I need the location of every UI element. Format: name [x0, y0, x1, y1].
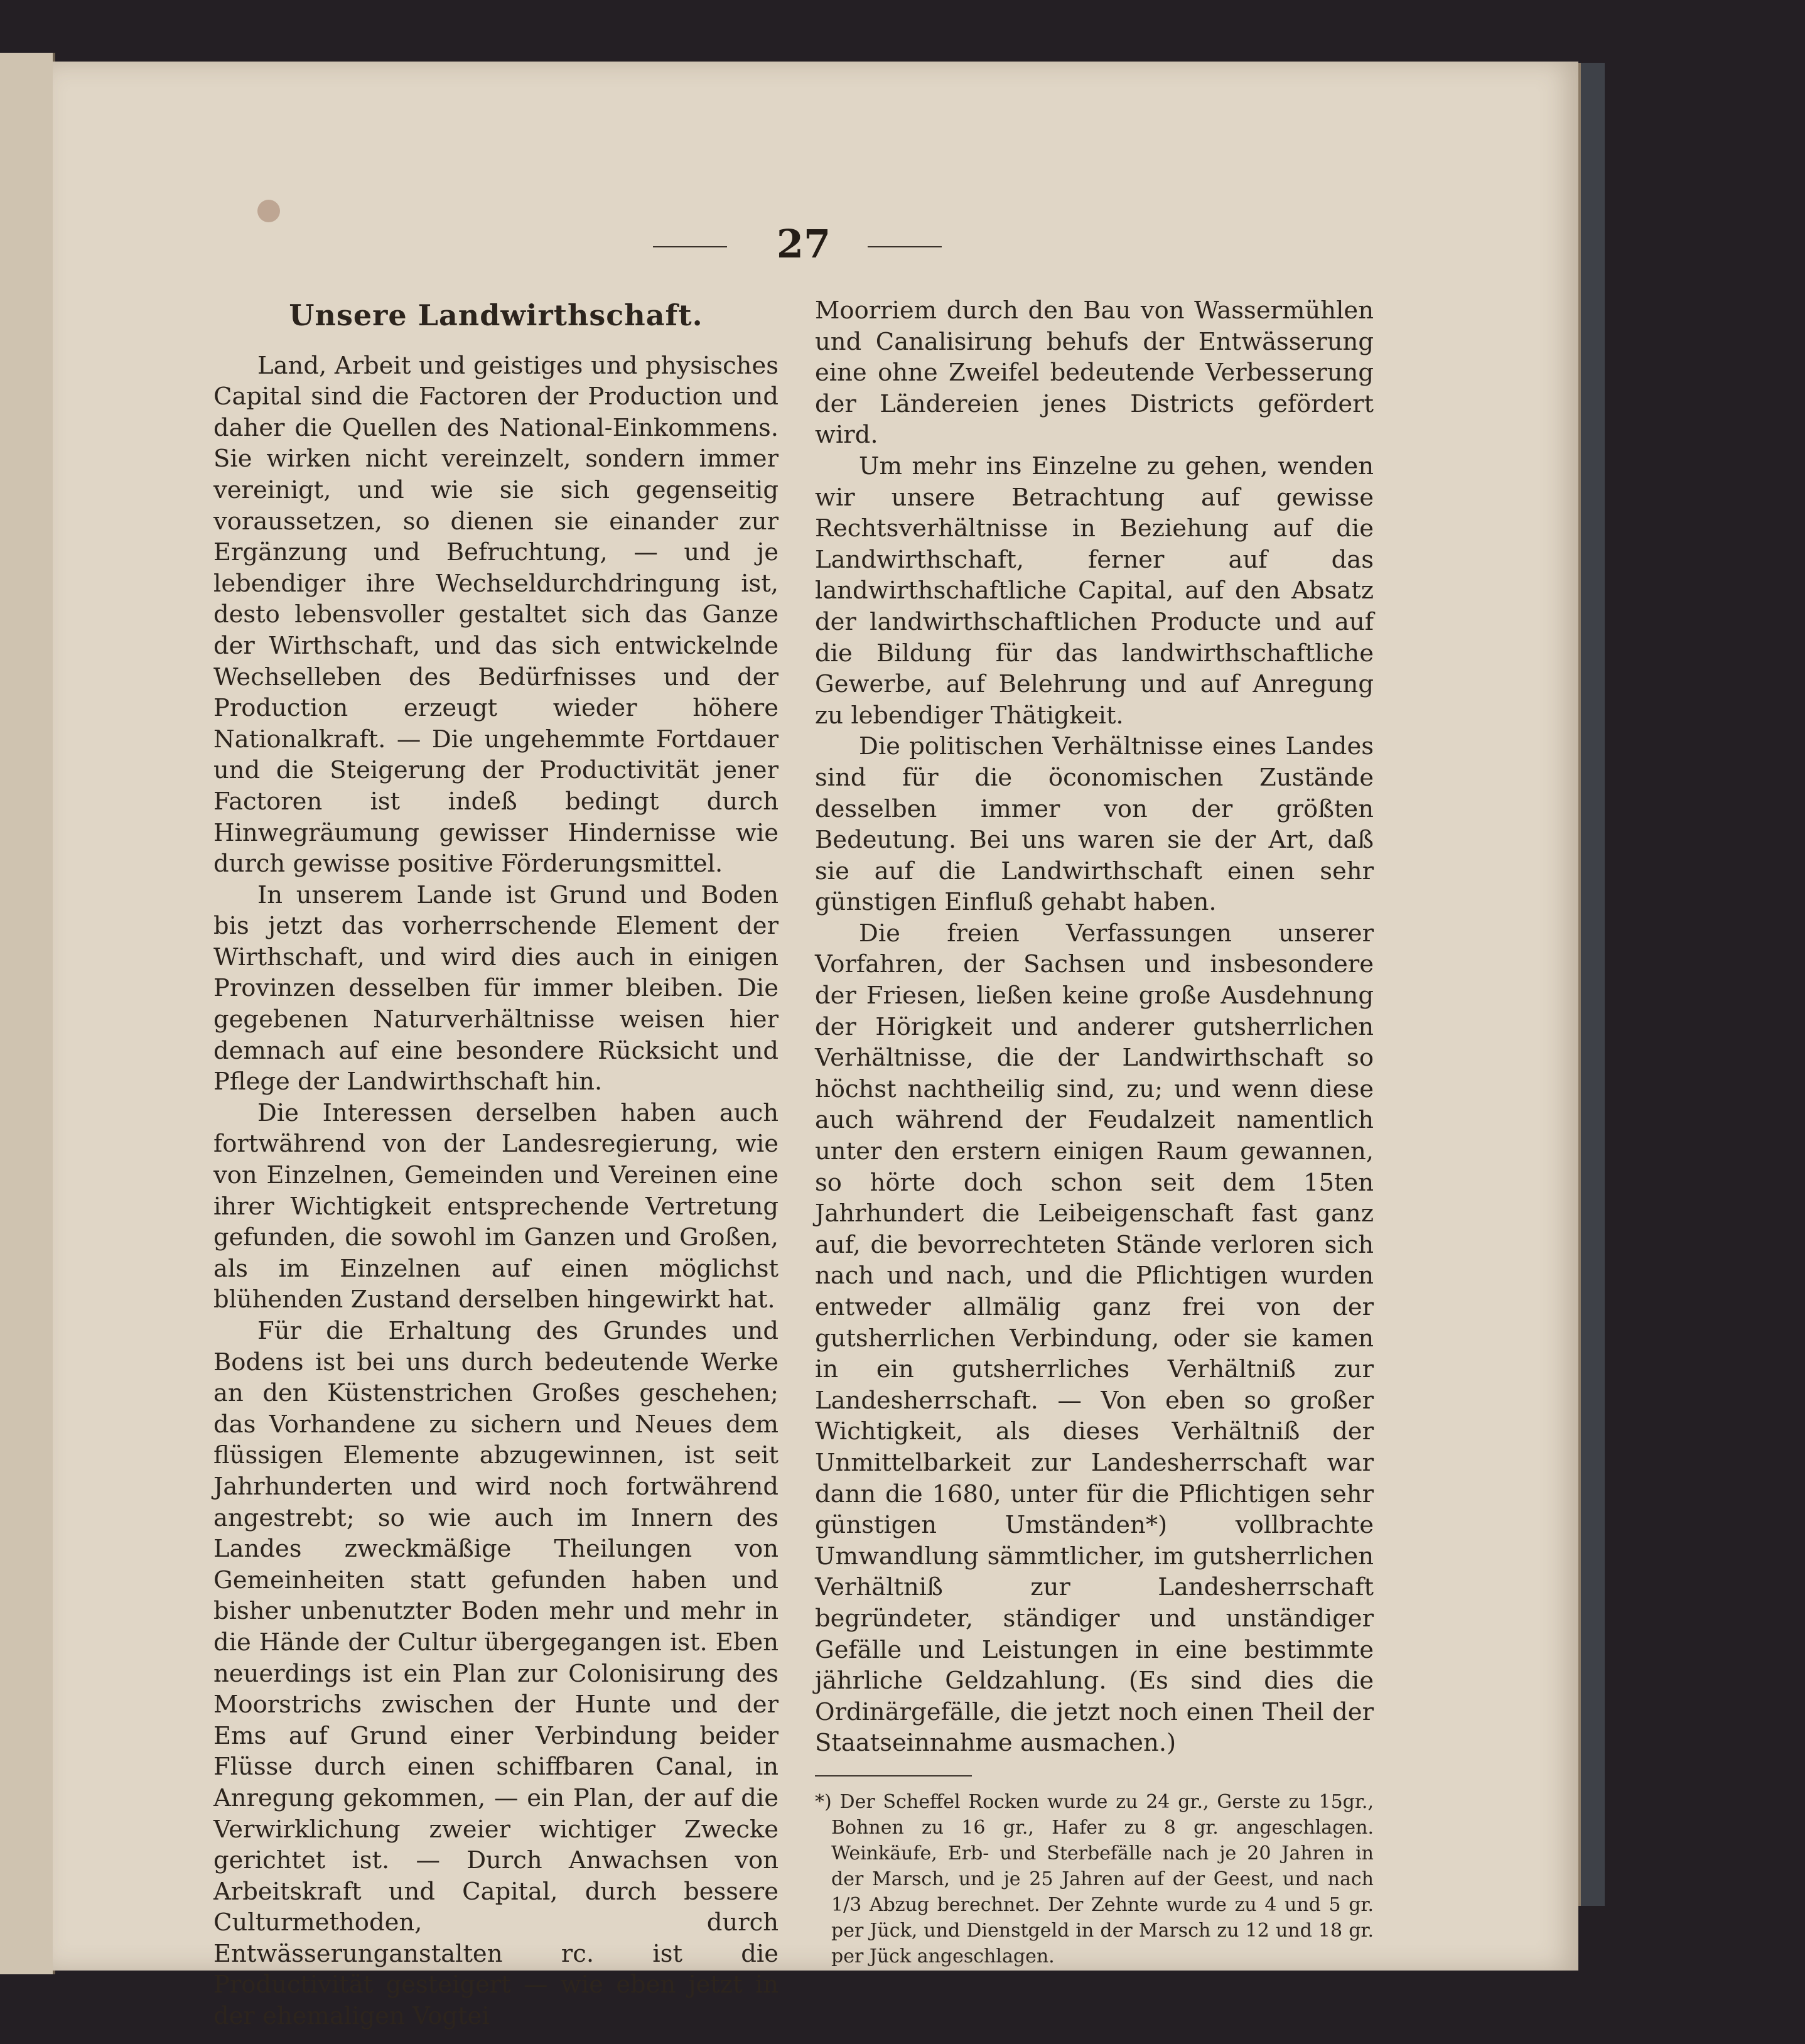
paragraph: Land, Arbeit und geistiges und physisches Capital sind die Factoren der Production und daher die Quellen des National-Einkommens. Sie wirken nicht vereinzelt, sondern immer vereinigt, und wie sie sich gegenseitig voraussetzen, so dienen sie einander zur Ergänzung und Befruchtung, — und je lebendiger ihre Wechseldurchdringung ist, desto lebensvoller gestaltet sich das Ganze der Wirthschaft, und das sich entwickelnde Wechselleben des Bedürfnisses und der Production erzeugt wieder höhere Nationalkraft. — Die ungehemmte Fortdauer und die Steigerung der Productivität jener Factoren ist indeß bedingt durch Hinwegräumung gewisser Hindernisse wie durch gewisse positive Förderungsmittel.: [213, 351, 779, 879]
paragraph: Für die Erhaltung des Grundes und Bodens ist bei uns durch bedeutende Werke an den Küstenstrichen Großes geschehen; das Vorhandene zu sichern und Neues dem flüssigen Elemente abzugewinnen, ist seit Jahrhunderten und wird noch fortwährend angestrebt; so wie auch im Innern des Landes zweckmäßige Theilungen von Gemeinheiten statt gefunden haben und bisher unbenutzter Boden mehr und mehr in die Hände der Cultur übergegangen ist. Eben neuerdings ist ein Plan zur Colonisirung des Moorstrichs zwischen der Hunte und der Ems auf Grund einer Verbindung beider Flüsse durch einen schiffbaren Canal, in Anregung gekommen, — ein Plan, der auf die Verwirklichung zweier wichtiger Zwecke gerichtet ist. — Durch Anwachsen von Arbeitskraft und Capital, durch bessere Culturmethoden, durch Entwässerunganstalten rc. ist die Productivität gesteigert — wie eben jetzt in der ehemaligen Vogtei: [213, 1317, 779, 2031]
paragraph: Die politischen Verhältnisse eines Landes sind für die öconomischen Zustände desselben immer von der größten Bedeutung. Bei uns waren sie der Art, daß sie auf die Landwirthschaft einen sehr günstigen Einfluß gehabt haben.: [815, 732, 1374, 917]
page-header: [647, 221, 961, 265]
previous-page-edge: [0, 53, 55, 1974]
right-column: [815, 295, 1374, 1969]
footnote-rule: [815, 1775, 972, 1776]
ink-stain: [257, 200, 280, 222]
left-column: [213, 295, 779, 2032]
book-cover-edge: [1578, 63, 1605, 1906]
footnote: *) Der Scheffel Rocken wurde zu 24 gr., Gerste zu 15gr., Bohnen zu 16 gr., Hafer zu 8 gr. angeschlagen. Weinkäufe, Erb- und Sterbefälle nach je 20 Jahren in der Marsch, und je 25 Jahren auf der Geest, und nach 1/3 Abzug berechnet. Der Zehnte wurde zu 4 und 5 gr. per Jück, und Dienstgeld in der Marsch zu 12 und 18 gr. per Jück angeschlagen.: [815, 1790, 1374, 1967]
header-rule-right: [868, 246, 942, 247]
page-number: 27: [776, 221, 831, 267]
header-rule-left: [653, 246, 727, 247]
paragraph: Die freien Verfassungen unserer Vorfahren, der Sachsen und insbesondere der Friesen, ließen keine große Ausdehnung der Hörigkeit und anderer gutsherrlichen Verhältnisse, die der Landwirthschaft so höchst nachtheilig sind, zu; und wenn diese auch während der Feudalzeit namentlich unter den erstern einigen Raum gewannen, so hörte doch schon seit dem 15ten Jahrhundert die Leibeigenschaft fast ganz auf, die bevorrechteten Stände verloren sich nach und nach, und die Pflichtigen wurden entweder allmälig ganz frei von der gutsherrlichen Verbindung, oder sie kamen in ein gutsherrliches Verhältniß zur Landesherrschaft. — Von eben so großer Wichtigkeit, als dieses Verhältniß der Unmittelbarkeit zur Landesherrschaft war dann die 1680, unter für die Pflichtigen sehr günstigen Umständen*) vollbrachte Umwandlung sämmtlicher, im gutsherrlichen Verhältniß zur Landesherrschaft begründeter, ständiger und unständiger Gefälle und Leistungen in eine bestimmte jährliche Geldzahlung. (Es sind dies die Ordinärgefälle, die jetzt noch einen Theil der Staatseinnahme ausmachen.): [815, 919, 1374, 1758]
paragraph: Um mehr ins Einzelne zu gehen, wenden wir unsere Betrachtung auf gewisse Rechtsverhältnisse in Beziehung auf die Landwirthschaft, ferner auf das landwirthschaftliche Capital, auf den Absatz der landwirthschaftlichen Producte und auf die Bildung für das landwirthschaftliche Gewerbe, auf Belehrung und auf Anregung zu lebendiger Thätigkeit.: [815, 452, 1374, 730]
paragraph: In unserem Lande ist Grund und Boden bis jetzt das vorherrschende Element der Wirthschaft, und wird dies auch in einigen Provinzen desselben für immer bleiben. Die gegebenen Naturverhältnisse weisen hier demnach auf eine besondere Rücksicht und Pflege der Landwirthschaft hin.: [213, 880, 779, 1096]
paragraph-continued: Moorriem durch den Bau von Wassermühlen und Canalisirung behufs der Entwässerung eine ohne Zweifel bedeutende Verbesserung der Ländereien jenes Districts gefördert wird.: [815, 296, 1374, 450]
paragraph: Die Interessen derselben haben auch fortwährend von der Landesregierung, wie von Einzelnen, Gemeinden und Vereinen eine ihrer Wichtigkeit entsprechende Vertretung gefunden, die sowohl im Ganzen und Großen, als im Einzelnen auf einen möglichst blühenden Zustand derselben hingewirkt hat.: [213, 1098, 779, 1314]
article-title: Unsere Landwirthschaft.: [289, 298, 703, 332]
